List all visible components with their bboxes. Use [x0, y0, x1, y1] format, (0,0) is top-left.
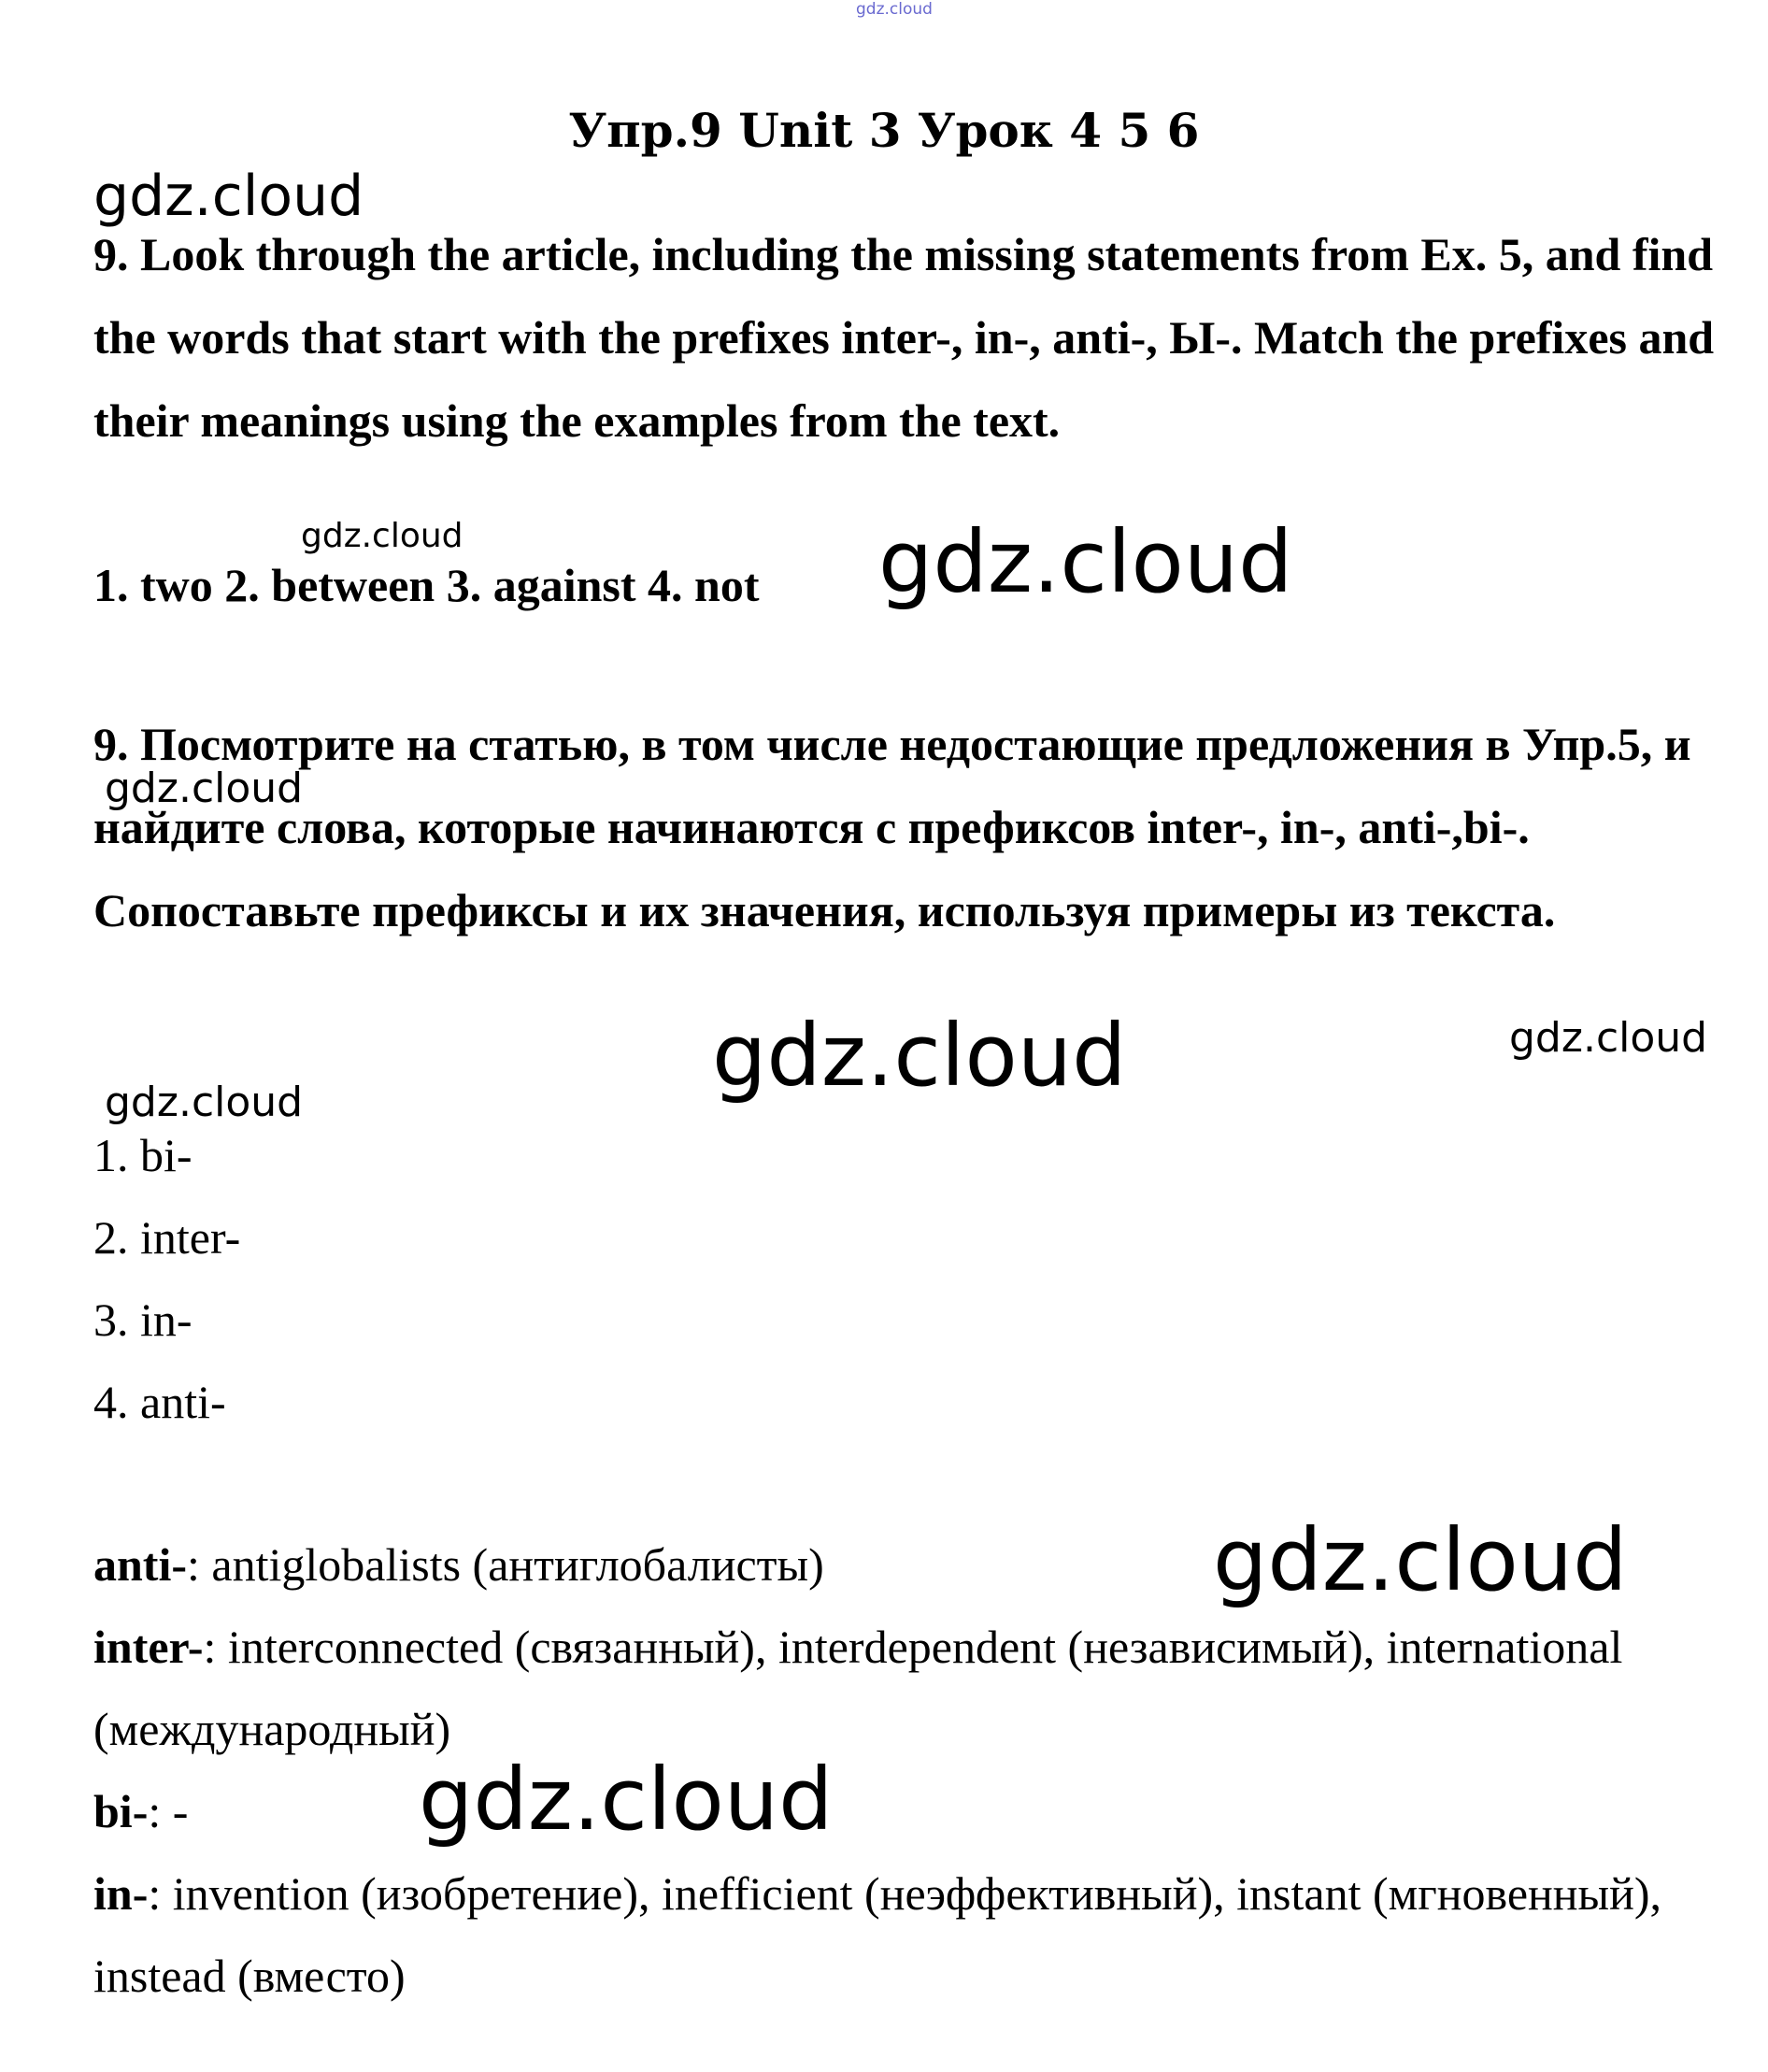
list-item: 1. bi-: [93, 1129, 192, 1181]
answer-text: : -: [148, 1785, 189, 1837]
task-russian: 9. Посмотрите на статью, в том числе недостающие предложения в Упр.5, и найдите слова, которые начинаются с префиксов inter-, in-, anti-,bi-. Сопоставьте префиксы и их значения, используя примеры из текста.: [93, 718, 1691, 936]
watermark: gdz.cloud: [419, 1750, 834, 1850]
watermark-top: gdz.cloud: [856, 0, 933, 19]
answer-anti: [93, 1523, 1719, 1606]
watermark: gdz.cloud: [105, 1079, 304, 1126]
prefix-list: [93, 1114, 240, 1443]
answer-text: : invention (изобретение), inefficient (неэффективный), instant (мгновенный), instead (вместо): [93, 1867, 1662, 2002]
answer-in: [93, 1852, 1719, 2017]
watermark: gdz.cloud: [1509, 1014, 1708, 1062]
answers-block: [93, 1523, 1719, 2017]
watermark: gdz.cloud: [105, 764, 304, 812]
watermark: gdz.cloud: [878, 512, 1293, 612]
answer-prefix: in-: [93, 1867, 149, 1920]
watermark: gdz.cloud: [301, 517, 463, 555]
watermark: gdz.cloud: [712, 1006, 1127, 1106]
list-item: 3. in-: [93, 1293, 192, 1346]
answer-inter: [93, 1606, 1719, 1770]
meanings-line: 1. two 2. between 3. against 4. not: [93, 559, 760, 611]
answer-prefix: bi-: [93, 1785, 149, 1837]
watermark: gdz.cloud: [93, 164, 364, 229]
task-english: 9. Look through the article, including the missing statements from Ex. 5, and find the words that start with the prefixes inter-, in-, anti-, Ы-. Match the prefixes and their meanings using the examples from the text.: [93, 228, 1715, 447]
answer-text: : interconnected (связанный), interdependent (независимый), international (международный): [93, 1621, 1623, 1755]
answer-prefix: inter-: [93, 1621, 204, 1673]
answer-prefix: anti-: [93, 1538, 187, 1591]
page-title: Упр.9 Unit 3 Урок 4 5 6: [568, 103, 1200, 158]
watermark: gdz.cloud: [1213, 1510, 1628, 1610]
answer-text: : antiglobalists (антиглобалисты): [187, 1538, 824, 1591]
list-item: 4. anti-: [93, 1376, 226, 1428]
list-item: 2. inter-: [93, 1211, 241, 1264]
answer-bi: [93, 1770, 1719, 1852]
